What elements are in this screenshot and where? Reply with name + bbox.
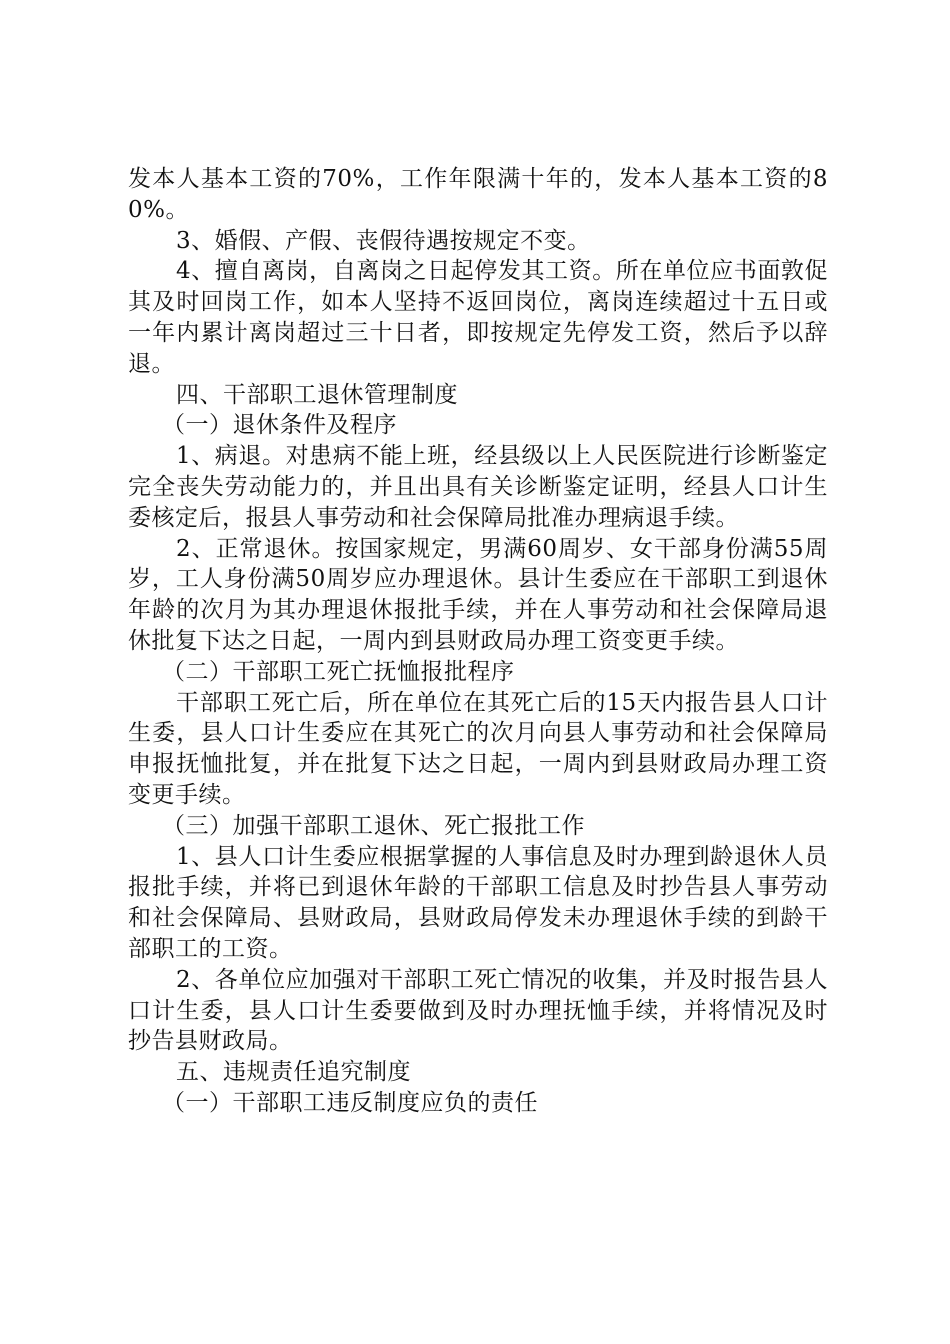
paragraph-sick-retirement: 1、病退。对患病不能上班，经县级以上人民医院进行诊断鉴定完全丧失劳动能力的，并且出具有关诊断鉴定证明，经县人口计生委核定后，报县人事劳动和社会保障局批准办理病退手续。 — [128, 443, 828, 531]
section-heading-retirement: 四、干部职工退休管理制度 — [176, 381, 458, 408]
paragraph-death-info: 2、各单位应加强对干部职工死亡情况的收集，并及时报告县人口计生委，县人口计生委要做到及时办理抚恤手续，并将情况及时抄告县财政局。 — [128, 966, 828, 1055]
document-body — [128, 164, 828, 1119]
paragraph-death-reporting: 干部职工死亡后，所在单位在其死亡后的15天内报告县人口计生委，县人口计生委应在其死亡的次月向县人事劳动和社会保障局申报抚恤批复，并在批复下达之日起，一周内到县财政局办理工资变更手续。 — [128, 689, 828, 808]
subsection-heading-strengthen-approval: （三）加强干部职工退休、死亡报批工作 — [162, 812, 585, 839]
paragraph-leave-benefits: 3、婚假、产假、丧假待遇按规定不变。 — [176, 227, 591, 254]
paragraph-salary-percentage: 发本人基本工资的70%，工作年限满十年的，发本人基本工资的80%。 — [128, 166, 828, 223]
subsection-heading-retirement-conditions: （一）退休条件及程序 — [162, 412, 397, 439]
subsection-heading-responsibilities: （一）干部职工违反制度应负的责任 — [162, 1089, 538, 1116]
section-heading-accountability: 五、违规责任追究制度 — [176, 1059, 411, 1086]
paragraph-normal-retirement: 2、正常退休。按国家规定，男满60周岁、女干部身份满55周岁，工人身份满50周岁应办理退休。县计生委应在干部职工到退休年龄的次月为其办理退休报批手续，并在人事劳动和社会保障局退休批复下达之日起，一周内到县财政局办理工资变更手续。 — [128, 535, 828, 654]
paragraph-unauthorized-absence: 4、擅自离岗，自离岗之日起停发其工资。所在单位应书面敦促其及时回岗工作，如本人坚持不返回岗位，离岗连续超过十五日或一年内累计离岗超过三十日者，即按规定先停发工资，然后予以辞退。 — [128, 258, 828, 377]
paragraph-retirement-info: 1、县人口计生委应根据掌握的人事信息及时办理到龄退休人员报批手续，并将已到退休年龄的干部职工信息及时抄告县人事劳动和社会保障局、县财政局，县财政局停发未办理退休手续的到龄干部职工的工资。 — [128, 843, 828, 962]
subsection-heading-death-pension: （二）干部职工死亡抚恤报批程序 — [162, 658, 515, 685]
